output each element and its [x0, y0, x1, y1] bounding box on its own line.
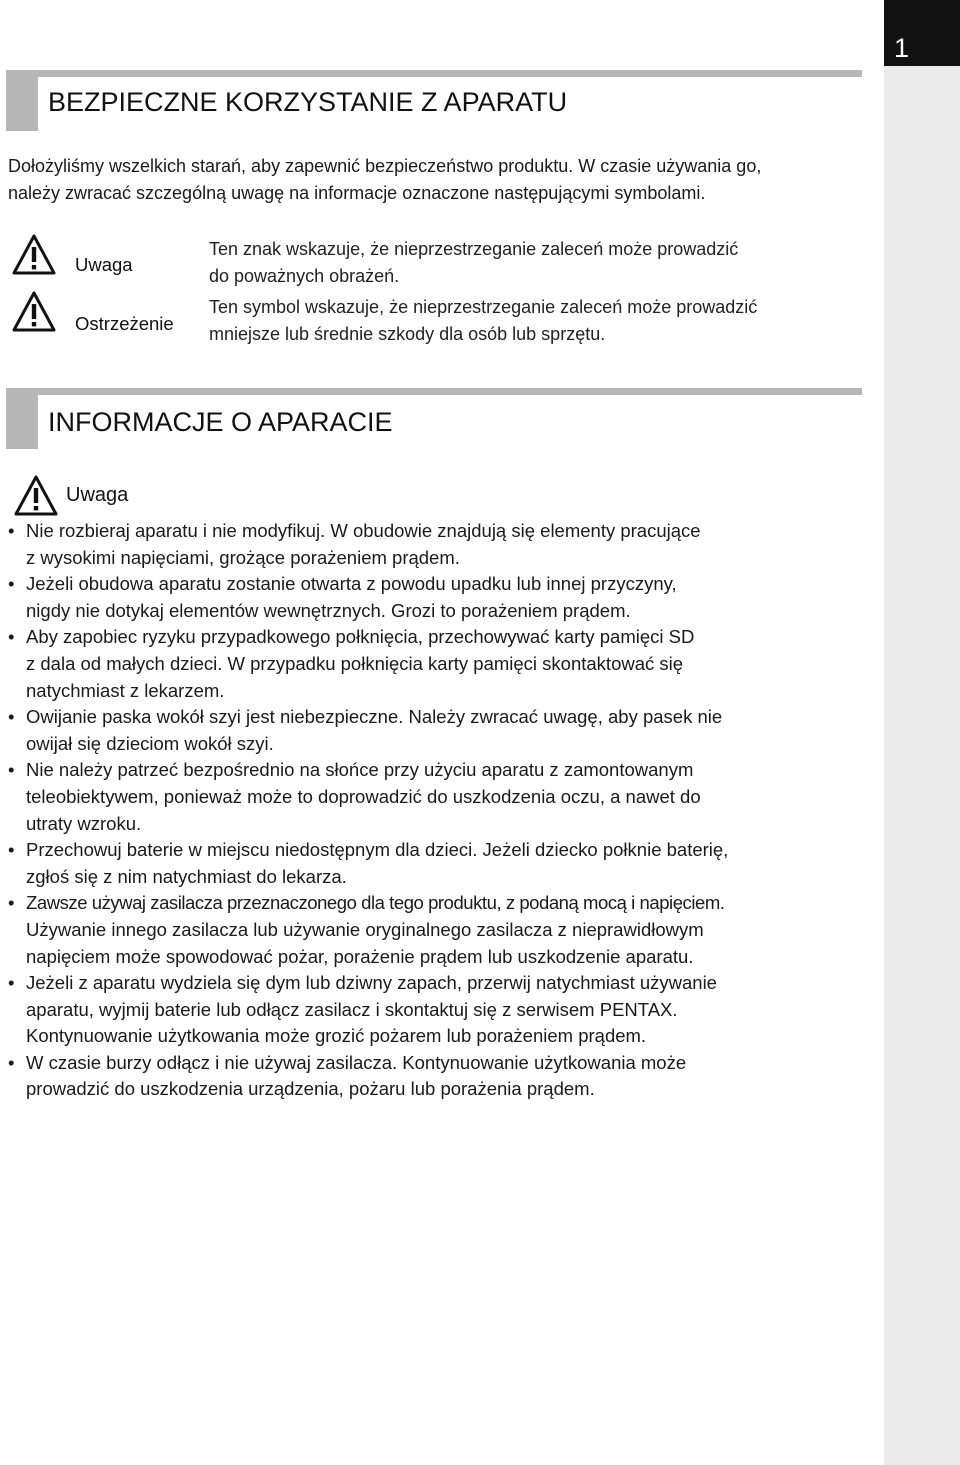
intro-paragraph — [8, 153, 868, 207]
side-strip — [884, 0, 960, 1465]
warning-triangle-icon — [12, 233, 56, 277]
warning-triangle-icon — [14, 474, 58, 518]
list-item-line: Jeżeli z aparatu wydziela się dym lub dziwny zapach, przerwij natychmiast używanie — [26, 972, 717, 994]
section-header-bar — [6, 388, 862, 449]
caution-label: Uwaga — [66, 484, 129, 506]
bullet-glyph: • — [8, 892, 15, 914]
symbol-description — [209, 294, 757, 348]
bullet-glyph: • — [8, 520, 15, 541]
section-title: BEZPIECZNE KORZYSTANIE Z APARATU — [48, 87, 568, 117]
list-item-line: napięciem może spowodować pożar, porażenie prądem lub uszkodzenie aparatu. — [26, 945, 694, 967]
bullet-glyph: • — [8, 626, 15, 648]
list-item-line: teleobiektywem, ponieważ może to doprowadzić do uszkodzenia oczu, a nawet do — [26, 785, 701, 807]
list-item-line: Nie rozbieraj aparatu i nie modyfikuj. W obudowie znajdują się elementy pracujące — [26, 520, 701, 541]
symbol-label-ostrzezenie: Ostrzeżenie — [75, 313, 174, 334]
list-item — [6, 890, 866, 970]
list-item — [6, 571, 866, 624]
list-item — [6, 704, 866, 757]
list-item-line: nigdy nie dotykaj elementów wewnętrznych. Grozi to porażeniem prądem. — [26, 599, 631, 621]
bullet-glyph: • — [8, 972, 15, 994]
warning-triangle-icon — [12, 290, 56, 334]
page-number-tab — [884, 0, 960, 66]
section-title: INFORMACJE O APARACIE — [48, 407, 393, 437]
page-number: 1 — [894, 33, 910, 63]
list-item-line: z dala od małych dzieci. W przypadku połknięcia karty pamięci skontaktować się — [26, 652, 684, 674]
list-item-line: Używanie innego zasilacza lub używanie oryginalnego zasilacza z nieprawidłowym — [26, 918, 704, 940]
list-item-line: Jeżeli obudowa aparatu zostanie otwarta z powodu upadku lub innej przyczyny, — [26, 573, 677, 595]
list-item-line: W czasie burzy odłącz i nie używaj zasilacza. Kontynuowanie użytkowania może — [26, 1051, 687, 1073]
safety-bullet-list — [6, 518, 866, 1103]
description-line: do poważnych obrażeń. — [209, 266, 400, 286]
intro-line: Dołożyliśmy wszelkich starań, aby zapewnić bezpieczeństwo produktu. W czasie używania go, — [8, 156, 762, 176]
intro-line: należy zwracać szczególną uwagę na informacje oznaczone następującymi symbolami. — [8, 183, 706, 203]
description-line: Ten symbol wskazuje, że nieprzestrzeganie zaleceń może prowadzić — [209, 297, 758, 317]
list-item-line: Owijanie paska wokół szyi jest niebezpieczne. Należy zwracać uwagę, aby pasek nie — [26, 706, 723, 728]
description-line: mniejsze lub średnie szkody dla osób lub sprzętu. — [209, 324, 606, 344]
description-line: Ten znak wskazuje, że nieprzestrzeganie zaleceń może prowadzić — [209, 239, 739, 259]
list-item-line: Przechowuj baterie w miejscu niedostępnym dla dzieci. Jeżeli dziecko połknie baterię, — [26, 839, 729, 861]
bullet-glyph: • — [8, 839, 15, 861]
list-item-line: z wysokimi napięciami, grożące porażeniem prądem. — [26, 546, 460, 568]
bullet-glyph: • — [8, 706, 15, 728]
list-item — [6, 1050, 866, 1103]
list-item — [6, 757, 866, 837]
list-item — [6, 518, 866, 571]
list-item-line: utraty wzroku. — [26, 812, 142, 834]
section-header-bar — [6, 70, 862, 131]
list-item-line: Zawsze używaj zasilacza przeznaczonego dla tego produktu, z podaną mocą i napięciem. — [26, 892, 725, 914]
list-item-line: prowadzić do uszkodzenia urządzenia, pożaru lub porażenia prądem. — [26, 1078, 595, 1100]
list-item-line: owijał się dzieciom wokół szyi. — [26, 732, 274, 754]
symbol-description — [209, 236, 738, 290]
list-item-line: Nie należy patrzeć bezpośrednio na słońce przy użyciu aparatu z zamontowanym — [26, 759, 694, 781]
list-item-line: natychmiast z lekarzem. — [26, 679, 225, 701]
list-item-line: zgłoś się z nim natychmiast do lekarza. — [26, 865, 347, 887]
bullet-glyph: • — [8, 573, 15, 595]
bullet-glyph: • — [8, 1051, 15, 1073]
bullet-glyph: • — [8, 759, 15, 781]
list-item-line: Kontynuowanie użytkowania może grozić pożarem lub porażeniem prądem. — [26, 1025, 647, 1047]
list-item — [6, 837, 866, 890]
list-item-line: aparatu, wyjmij baterie lub odłącz zasilacz i skontaktuj się z serwisem PENTAX. — [26, 998, 678, 1020]
list-item-line: Aby zapobiec ryzyku przypadkowego połknięcia, przechowywać karty pamięci SD — [26, 626, 695, 648]
list-item — [6, 624, 866, 704]
list-item — [6, 970, 866, 1050]
symbol-label-uwaga: Uwaga — [75, 254, 133, 275]
